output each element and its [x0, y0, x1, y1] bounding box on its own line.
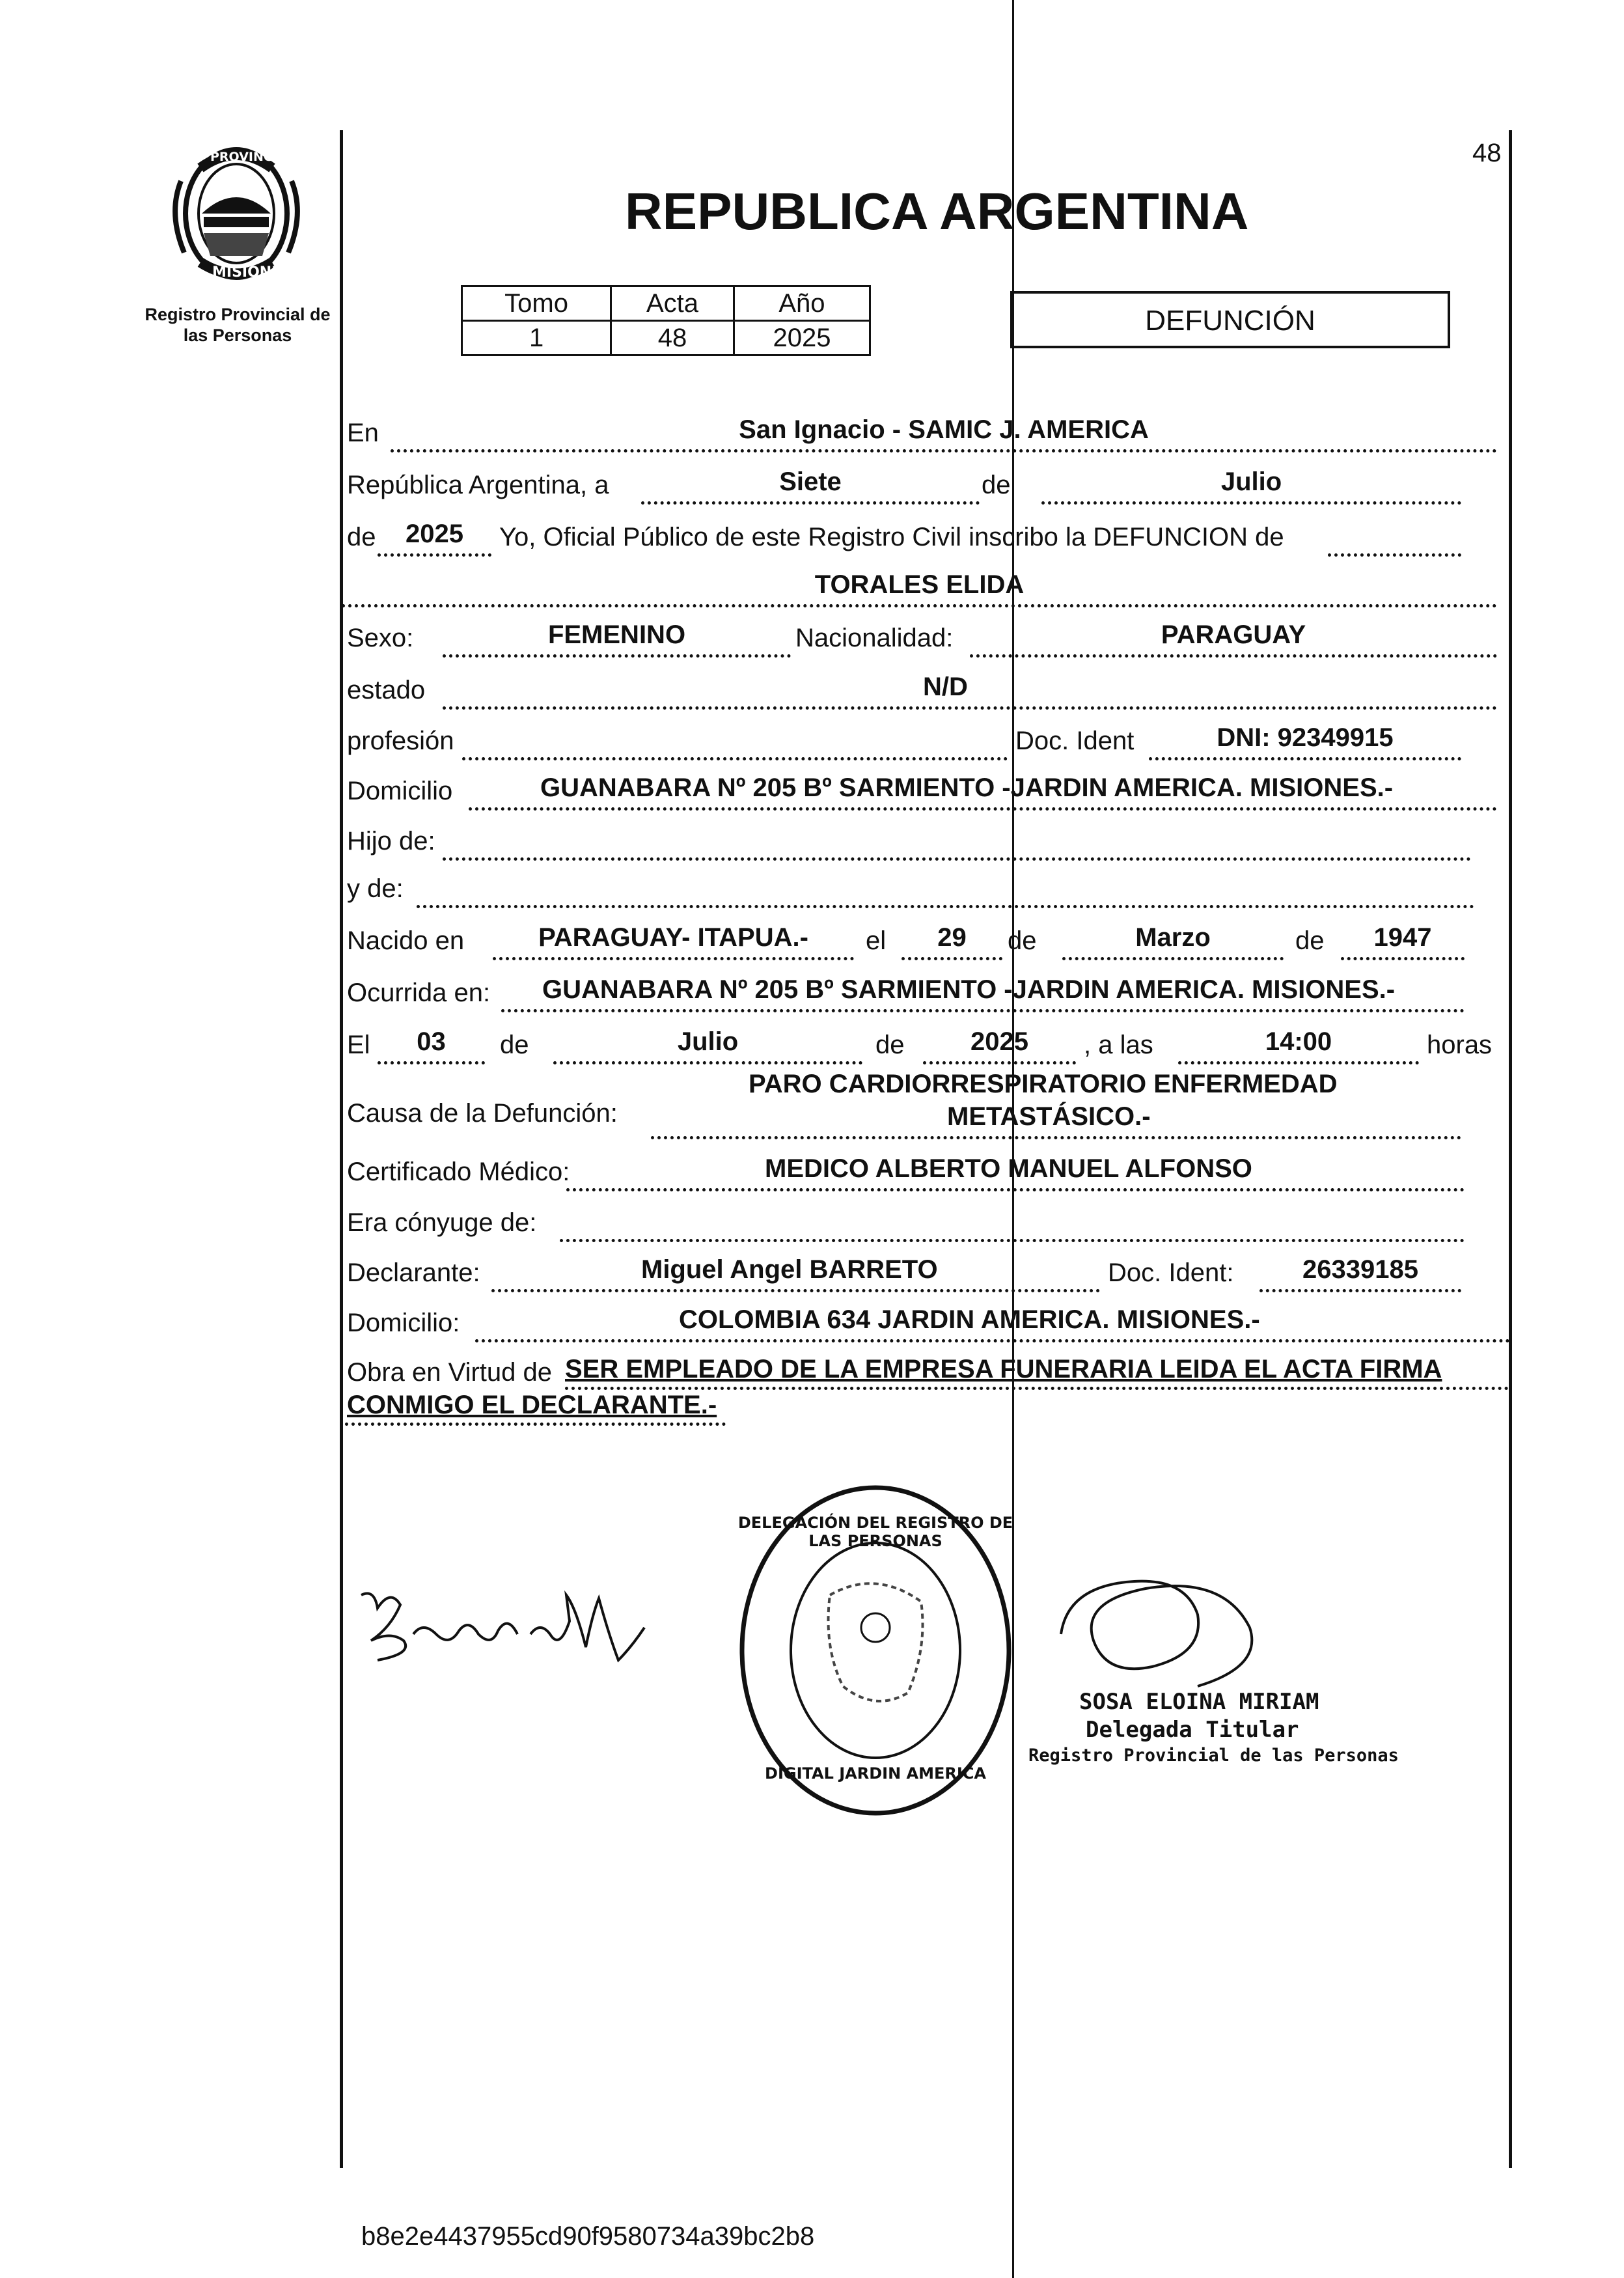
label-oficial: Yo, Oficial Público de este Registro Civil inscribo la DEFUNCION de — [499, 523, 1284, 551]
label-causa: Causa de la Defunción: — [347, 1099, 618, 1128]
table-header: Acta — [611, 286, 734, 321]
table-cell: 48 — [611, 321, 734, 355]
estado-line — [443, 706, 1497, 710]
value-mes: Julio — [1220, 467, 1282, 496]
page-title: REPUBLICA ARGENTINA — [625, 182, 1249, 240]
label-de-nac2: de — [1295, 926, 1325, 955]
table-cell: 2025 — [734, 321, 870, 355]
obra-line-2 — [345, 1423, 726, 1426]
value-oc-dia: 03 — [417, 1027, 446, 1056]
value-anio: 2025 — [406, 520, 463, 548]
label-republica: República Argentina, a — [347, 471, 609, 499]
nac-mes-line — [1062, 957, 1284, 960]
sexo-line — [443, 654, 791, 658]
province-logo — [155, 142, 318, 292]
oc-anio-line — [923, 1061, 1076, 1064]
declarant-signature — [351, 1569, 664, 1693]
doc-line — [1149, 757, 1461, 760]
label-a-las: , a las — [1084, 1031, 1153, 1059]
value-declarante: Miguel Angel BARRETO — [641, 1255, 938, 1284]
label-domicilio: Domicilio — [347, 777, 453, 805]
value-oc-hora: 14:00 — [1265, 1027, 1332, 1056]
table-header: Año — [734, 286, 870, 321]
value-doc: DNI: 92349915 — [1217, 723, 1394, 752]
nac-dia-line — [901, 957, 1002, 960]
registry-label-line2: las Personas — [183, 326, 292, 345]
label-obra: Obra en Virtud de — [347, 1358, 553, 1387]
nacido-en-line — [493, 957, 854, 960]
logo-text-bottom: MISIONES — [212, 264, 292, 281]
label-declarante: Declarante: — [347, 1258, 480, 1287]
label-profesion: profesión — [347, 727, 454, 755]
anio-line — [378, 553, 491, 557]
domicilio-line — [469, 807, 1497, 811]
value-nacido-en: PARAGUAY- ITAPUA.- — [538, 923, 808, 952]
value-ocurrida-en: GUANABARA Nº 205 Bº SARMIENTO -JARDIN AMERICA. MISIONES.- — [542, 975, 1396, 1004]
stamp-ring-text: DELEGACIÓN DEL REGISTRO DE LAS PERSONAS — [737, 1514, 1013, 1550]
value-nombre: TORALES ELIDA — [814, 570, 1025, 599]
label-de-nac: de — [1008, 926, 1037, 955]
label-estado: estado — [347, 676, 426, 704]
label-el: el — [866, 926, 887, 955]
stamp-inner-text: DIGITAL JARDIN AMERICA — [765, 1764, 986, 1783]
label-hijo-de: Hijo de: — [347, 827, 435, 855]
nombre-line — [342, 604, 1497, 607]
registry-label-line1: Registro Provincial de — [145, 305, 331, 324]
label-en: En — [347, 419, 379, 447]
oc-mes-line — [553, 1061, 862, 1064]
registry-stamp — [732, 1478, 1019, 1823]
label-nacido-en: Nacido en — [347, 926, 465, 955]
value-obra-1: SER EMPLEADO DE LA EMPRESA FUNERARIA LEIDA EL ACTA FIRMA — [565, 1355, 1442, 1383]
label-doc-ident: Doc. Ident — [1015, 727, 1135, 755]
nacionalidad-line — [970, 654, 1497, 658]
reference-table — [461, 285, 871, 356]
value-causa-2: METASTÁSICO.- — [947, 1102, 1151, 1131]
value-lugar: San Ignacio - SAMIC J. AMERICA — [739, 415, 1149, 444]
label-de-oc: de — [500, 1031, 529, 1059]
label-nacionalidad: Nacionalidad: — [795, 624, 954, 652]
declarante-domicilio-line — [475, 1339, 1510, 1342]
official-signature — [1054, 1563, 1289, 1706]
value-declarante-doc: 26339185 — [1302, 1255, 1418, 1284]
value-nac-mes: Marzo — [1135, 923, 1211, 952]
value-certificado: MEDICO ALBERTO MANUEL ALFONSO — [765, 1154, 1252, 1183]
value-nac-dia: 29 — [937, 923, 967, 952]
page-number: 48 — [1472, 139, 1502, 167]
oc-dia-line — [378, 1061, 485, 1064]
nac-anio-line — [1341, 957, 1465, 960]
label-de-oc2: de — [875, 1031, 905, 1059]
value-nac-anio: 1947 — [1373, 923, 1432, 952]
label-horas: horas — [1427, 1031, 1493, 1059]
value-estado: N/D — [923, 673, 968, 701]
official-org: Registro Provincial de las Personas — [1028, 1745, 1399, 1766]
declarante-doc-line — [1259, 1289, 1461, 1292]
label-de2: de — [347, 523, 376, 551]
ocurrida-en-line — [501, 1009, 1465, 1012]
value-oc-anio: 2025 — [970, 1027, 1028, 1056]
hijo-de-line — [443, 857, 1471, 861]
label-certificado: Certificado Médico: — [347, 1158, 570, 1186]
value-declarante-domicilio: COLOMBIA 634 JARDIN AMERICA. MISIONES.- — [679, 1305, 1260, 1334]
document-hash: b8e2e4437955cd90f9580734a39bc2b8 — [361, 2222, 815, 2251]
oc-hora-line — [1178, 1061, 1419, 1064]
causa-line — [651, 1136, 1461, 1139]
label-y-de: y de: — [347, 874, 404, 903]
declarante-line — [491, 1289, 1100, 1292]
table-cell: 1 — [462, 321, 611, 355]
label-doc-ident2: Doc. Ident: — [1108, 1258, 1234, 1287]
official-name: SOSA ELOINA MIRIAM — [1079, 1689, 1319, 1715]
value-domicilio: GUANABARA Nº 205 Bº SARMIENTO -JARDIN AMERICA. MISIONES.- — [540, 773, 1394, 802]
label-ocurrida-en: Ocurrida en: — [347, 979, 491, 1007]
value-dia: Siete — [779, 467, 842, 496]
en-line — [391, 449, 1497, 452]
value-sexo: FEMENINO — [547, 620, 686, 649]
obra-line-1 — [565, 1387, 1509, 1390]
right-border — [1509, 130, 1512, 2168]
conyuge-line — [560, 1239, 1465, 1242]
official-title: Delegada Titular — [1086, 1717, 1299, 1743]
value-causa-1: PARO CARDIORRESPIRATORIO ENFERMEDAD — [749, 1070, 1338, 1098]
act-type-box — [1010, 291, 1450, 348]
y-de-line — [417, 905, 1474, 908]
label-de: de — [982, 471, 1011, 499]
act-type: DEFUNCIÓN — [1145, 305, 1315, 337]
mes-line — [1041, 501, 1461, 505]
label-el-cap: El — [347, 1031, 370, 1059]
table-header: Tomo — [462, 286, 611, 321]
label-domicilio2: Domicilio: — [347, 1309, 460, 1337]
value-obra-2: CONMIGO EL DECLARANTE.- — [347, 1391, 717, 1419]
certificado-line — [566, 1188, 1465, 1191]
label-conyuge: Era cónyuge de: — [347, 1208, 537, 1237]
dia-line — [641, 501, 980, 505]
left-border — [340, 130, 343, 2168]
value-oc-mes: Julio — [677, 1027, 739, 1056]
profesion-line — [462, 757, 1008, 760]
label-sexo: Sexo: — [347, 624, 414, 652]
logo-text-top: PROVINCIA DE — [210, 150, 310, 164]
oficial-tail-line — [1328, 553, 1461, 557]
value-nacionalidad: PARAGUAY — [1161, 620, 1306, 649]
